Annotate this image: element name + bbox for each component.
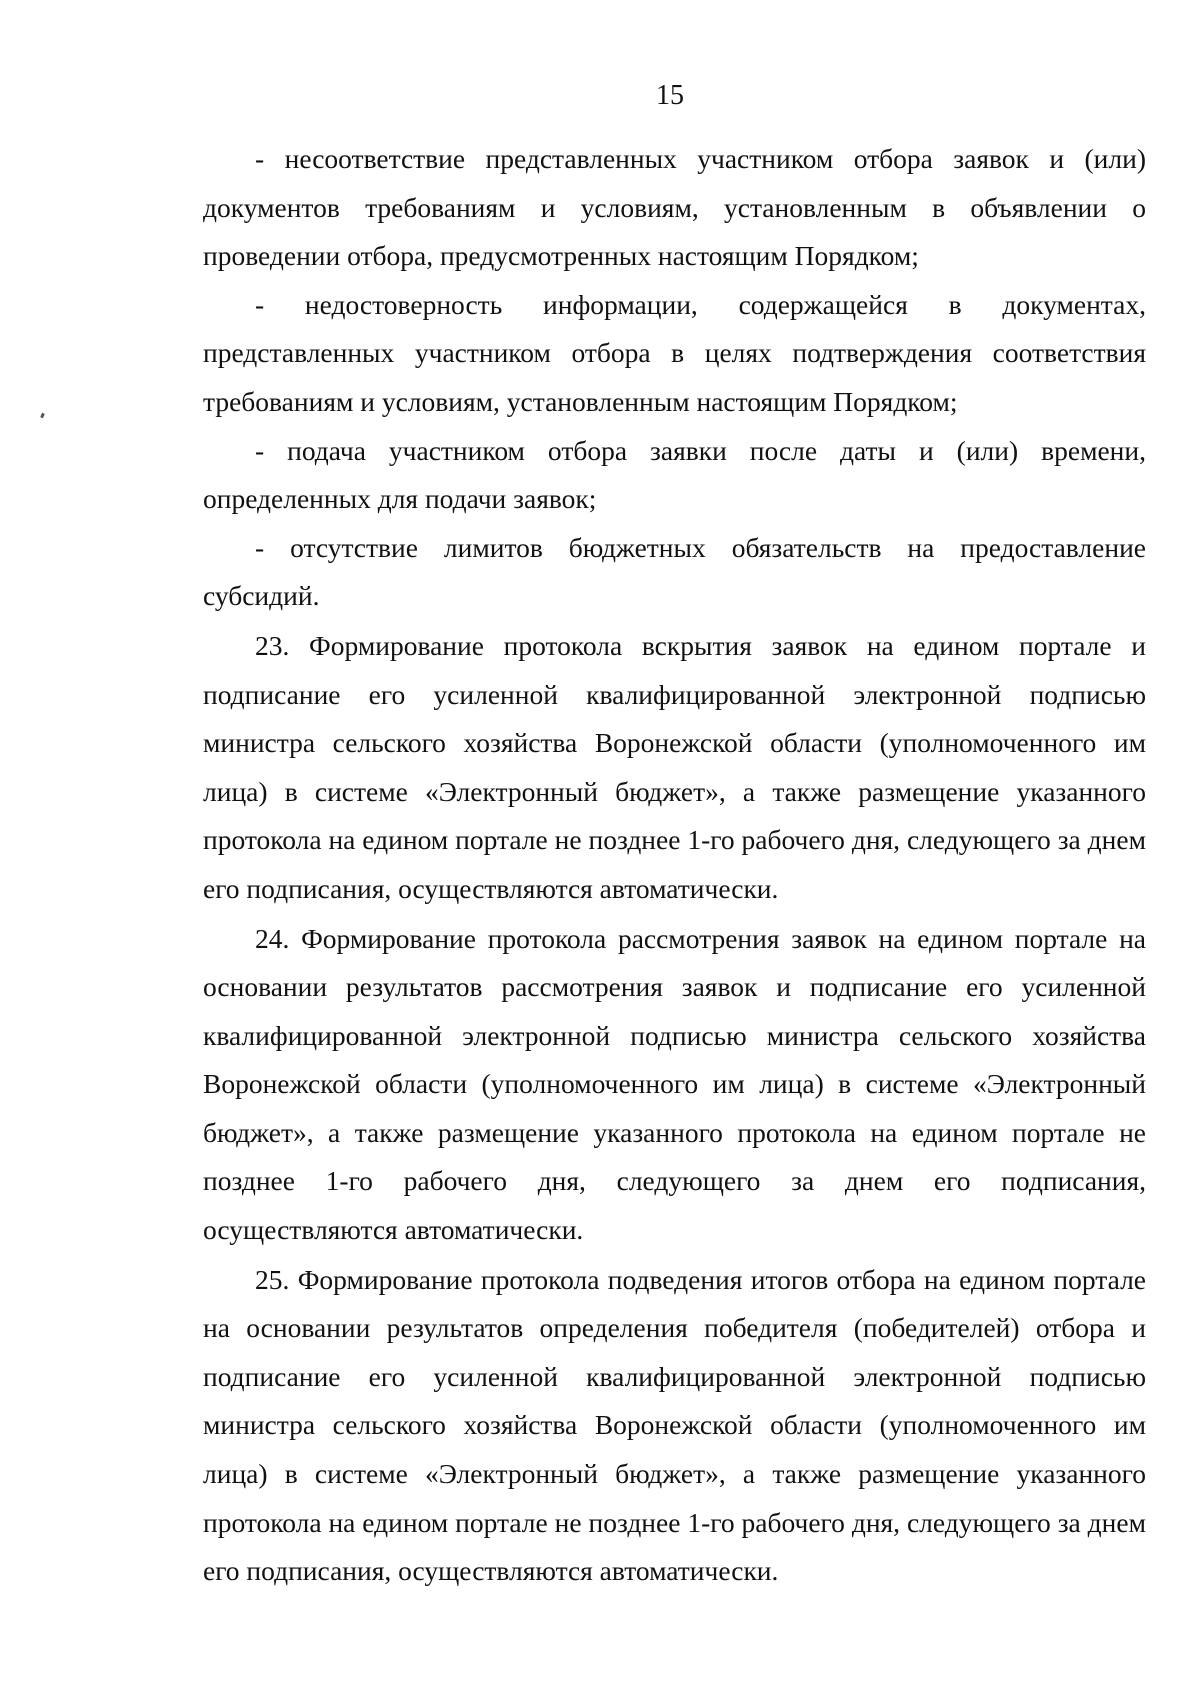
list-item-late-submission: - подача участником отбора заявки после даты и (или) времени, определенных для подачи заявок; [203, 434, 1146, 515]
page-number: 15 [656, 80, 684, 111]
clause-24: 24. Формирование протокола рассмотрения заявок на едином портале на основании результатов рассмотрения заявок и подписание его усиленной квалифицированной электронной подписью министра сельского хозяйства Воронежской области (уполномоченного им лица) в системе «Электронный бюджет», а также размещение указанного протокола на едином портале не позднее 1-го рабочего дня, следующего за днем его подписания, осуществляются автоматически. [203, 922, 1146, 1246]
list-item-mismatch-requirements: - несоответствие представленных участником отбора заявок и (или) документов требованиям и условиям, установленным в объявлении о проведении отбора, предусмотренных настоящим Порядком; [203, 143, 1146, 272]
document-body [203, 135, 1146, 1596]
list-item-no-budget-limits: - отсутствие лимитов бюджетных обязательств на предоставление субсидий. [203, 531, 1146, 612]
scan-margin-mark [40, 413, 45, 419]
list-item-unreliable-information: - недостоверность информации, содержащейся в документах, представленных участником отбора в целях подтверждения соответствия требованиям и условиям, установленным настоящим Порядком; [203, 288, 1146, 417]
clause-23: 23. Формирование протокола вскрытия заявок на едином портале и подписание его усиленной квалифицированной электронной подписью министра сельского хозяйства Воронежской области (уполномоченного им лица) в системе «Электронный бюджет», а также размещение указанного протокола на едином портале не позднее 1-го рабочего дня, следующего за днем его подписания, осуществляются автоматически. [203, 629, 1146, 904]
clause-25: 25. Формирование протокола подведения итогов отбора на едином портале на основании результатов определения победителя (победителей) отбора и подписание его усиленной квалифицированной электронной подписью министра сельского хозяйства Воронежской области (уполномоченного им лица) в системе «Электронный бюджет», а также размещение указанного протокола на едином портале не позднее 1-го рабочего дня, следующего за днем его подписания, осуществляются автоматически. [203, 1263, 1146, 1587]
